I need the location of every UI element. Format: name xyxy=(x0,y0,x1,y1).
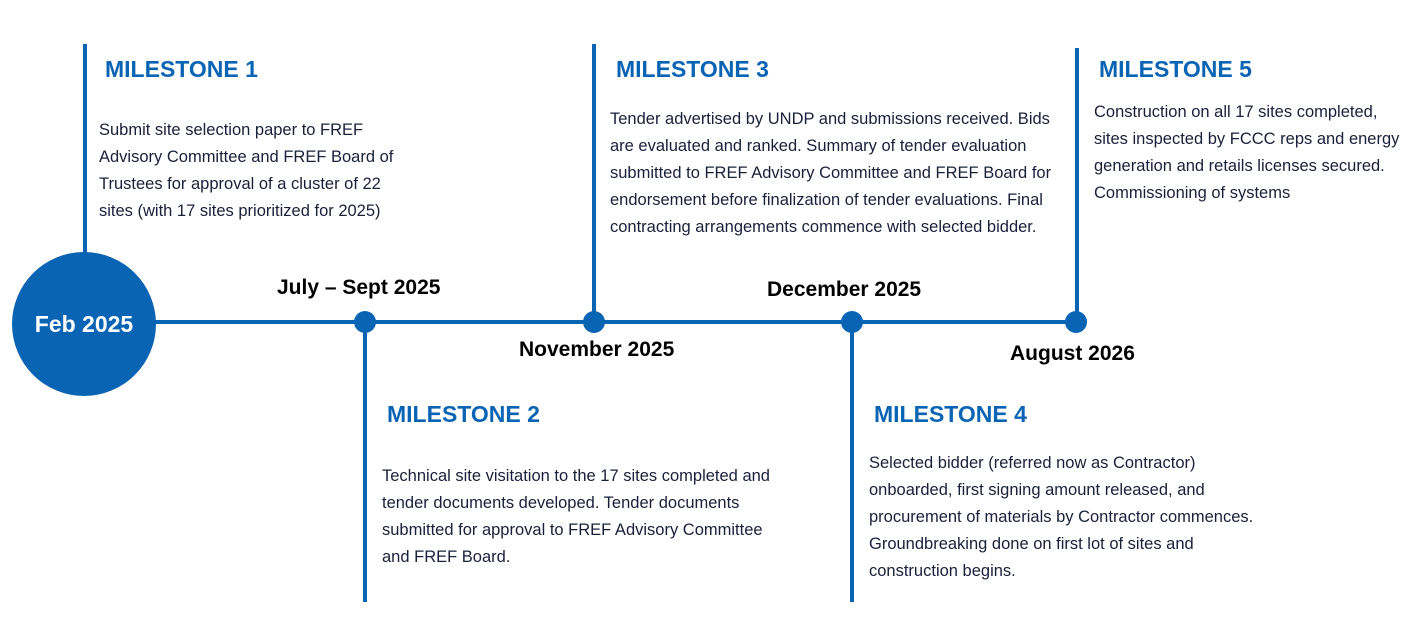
milestone-1-title: MILESTONE 1 xyxy=(105,56,258,82)
date-label-november: November 2025 xyxy=(519,338,675,361)
timeline-dot-december xyxy=(841,311,863,333)
date-label-august: August 2026 xyxy=(1010,342,1135,365)
timeline-dot-november xyxy=(583,311,605,333)
milestone-1-description: Submit site selection paper to FREF Advisory Committee and FREF Board of Trustees for approval of a cluster of 22 sites (with 17 sites prioritized for 2025) xyxy=(99,121,394,220)
timeline-dot-august xyxy=(1065,311,1087,333)
milestone-3-description: Tender advertised by UNDP and submissions received. Bids are evaluated and ranked. Summary of tender evaluation submitted to FREF Advisory Committee and FREF Board for endorsement before finalization of tender evaluations. Final contracting arrangements commence with selected bidder. xyxy=(610,110,1052,236)
date-label-december: December 2025 xyxy=(767,278,922,301)
milestone-2-description: Technical site visitation to the 17 sites completed and tender documents developed. Tender documents submitted for approval to FREF Advisory Committee and FREF Board. xyxy=(382,467,770,566)
milestone-2-connector xyxy=(363,322,367,602)
milestone-4-description: Selected bidder (referred now as Contractor) onboarded, first signing amount released, and procurement of materials by Contractor commences. Groundbreaking done on first lot of sites and construction begins. xyxy=(869,454,1254,580)
start-node xyxy=(12,252,156,396)
date-label-july-sept: July – Sept 2025 xyxy=(277,276,441,299)
timeline-axis xyxy=(84,320,1078,324)
start-date-label: Feb 2025 xyxy=(34,310,134,337)
milestone-5-connector xyxy=(1075,48,1079,322)
milestone-4-title: MILESTONE 4 xyxy=(874,401,1027,427)
milestone-3-connector xyxy=(592,44,596,322)
timeline-dot-july-sept xyxy=(354,311,376,333)
milestone-1-connector xyxy=(83,44,87,254)
milestone-2-title: MILESTONE 2 xyxy=(387,401,540,427)
milestone-4-connector xyxy=(850,322,854,602)
milestone-5-description: Construction on all 17 sites completed, sites inspected by FCCC reps and energy generation and retails licenses secured. Commissioning of systems xyxy=(1094,103,1400,202)
milestone-5-title: MILESTONE 5 xyxy=(1099,56,1252,82)
milestone-3-title: MILESTONE 3 xyxy=(616,56,769,82)
